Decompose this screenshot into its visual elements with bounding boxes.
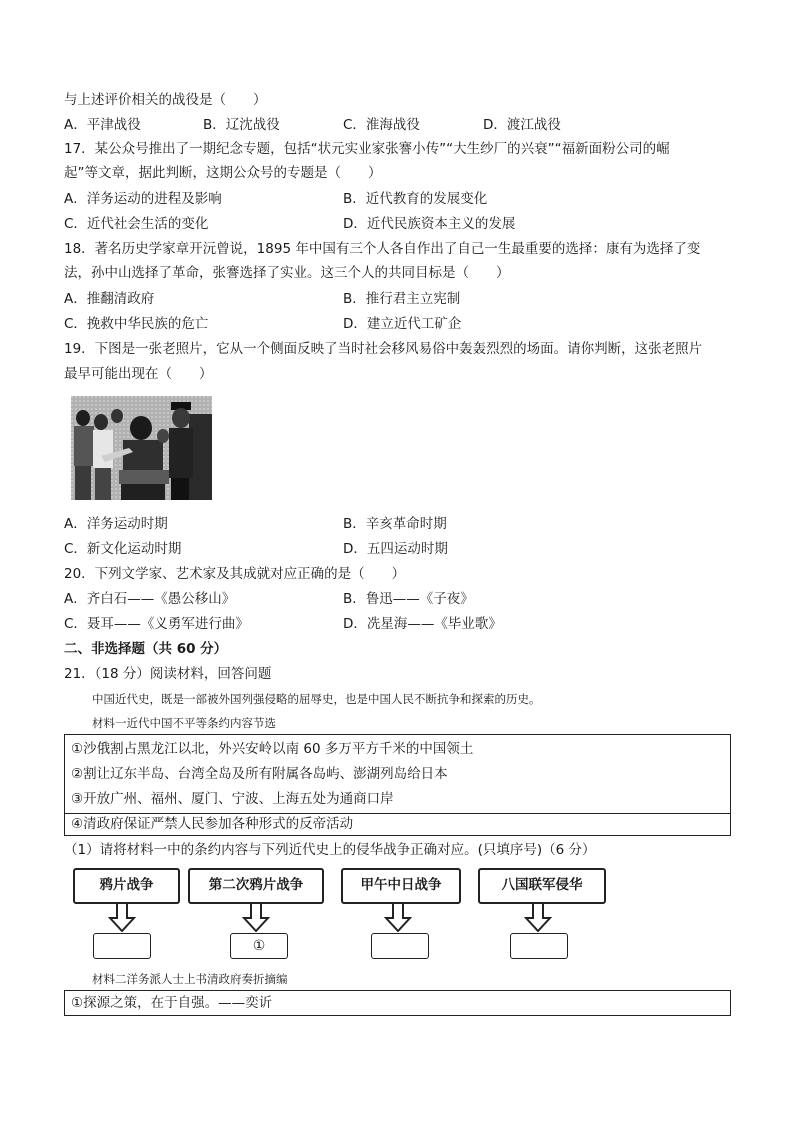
q19-option-c: C．新文化运动时期	[64, 541, 182, 557]
q17-stem-line1: 17．某公众号推出了一期纪念专题，包括“状元实业家张謇小传”“大生纱厂的兴衰”“福新面粉公司的崛	[64, 141, 670, 157]
q19-stem-line2: 最早可能出现在（ ）	[64, 366, 213, 382]
q16-option-a: A．平津战役	[64, 117, 141, 133]
q17-option-b: B．近代教育的发展变化	[343, 191, 488, 207]
q21-intro: 中国近代史，既是一部被外国列强侵略的屈辱史，也是中国人民不断抗争和探索的历史。	[92, 692, 541, 706]
answer-box-opium-war[interactable]	[93, 933, 151, 959]
material2-box	[64, 990, 731, 1016]
war-box-eight-nation-alliance: 八国联军侵华	[478, 868, 606, 904]
q16-option-d: D．渡江战役	[483, 117, 561, 133]
q19-stem-line1: 19．下图是一张老照片，它从一个侧面反映了当时社会移风易俗中轰轰烈烈的场面。请你判断，这张老照片	[64, 341, 703, 357]
material1-title: 材料一近代中国不平等条约内容节选	[92, 716, 276, 730]
material1-item: ①沙俄割占黑龙江以北，外兴安岭以南 60 多万平方千米的中国领土	[71, 741, 474, 757]
q19-option-a: A．洋务运动时期	[64, 516, 168, 532]
answer-box-eight-nation-alliance[interactable]	[510, 933, 568, 959]
q20-option-b: B．鲁迅——《子夜》	[343, 591, 474, 607]
q19-option-d: D．五四运动时期	[343, 541, 448, 557]
answer-box-sino-japanese-war[interactable]	[371, 933, 429, 959]
q18-option-d: D．建立近代工矿企	[343, 316, 462, 332]
down-arrow-icon	[384, 902, 412, 932]
down-arrow-icon	[524, 902, 552, 932]
material2-item: ①探源之策，在于自强。——奕䜣	[71, 995, 273, 1011]
war-box-second-opium-war: 第二次鸦片战争	[188, 868, 324, 904]
q18-stem-line1: 18．著名历史学家章开沅曾说，1895 年中国有三个人各自作出了自己一生最重要的选择：康有为选择了变	[64, 241, 701, 257]
war-box-opium-war: 鸦片战争	[73, 868, 180, 904]
material1-item: ③开放广州、福州、厦门、宁波、上海五处为通商口岸	[71, 791, 394, 807]
q20-option-c: C．聂耳——《义勇军进行曲》	[64, 616, 249, 632]
q18-option-b: B．推行君主立宪制	[343, 291, 461, 307]
q17-option-c: C．近代社会生活的变化	[64, 216, 209, 232]
divider	[65, 813, 730, 814]
q17-option-a: A．洋务运动的进程及影响	[64, 191, 222, 207]
q20-stem: 20．下列文学家、艺术家及其成就对应正确的是（ ）	[64, 566, 406, 582]
q17-option-d: D．近代民族资本主义的发展	[343, 216, 516, 232]
material1-item: ②割让辽东半岛、台湾全岛及所有附属各岛屿、澎湖列岛给日本	[71, 766, 448, 782]
material1-item: ④清政府保证严禁人民参加各种形式的反帝活动	[71, 816, 354, 832]
answer-box-second-opium-war[interactable]: ①	[230, 933, 288, 959]
q18-option-a: A．推翻清政府	[64, 291, 155, 307]
q16-option-b: B．辽沈战役	[203, 117, 280, 133]
war-box-sino-japanese-war: 甲午中日战争	[341, 868, 461, 904]
q17-stem-line2: 起”等文章，据此判断，这期公众号的专题是（ ）	[64, 165, 382, 181]
old-photograph-image	[71, 396, 212, 500]
q18-stem-line2: 法，孙中山选择了革命，张謇选择了实业。这三个人的共同目标是（ ）	[64, 265, 510, 281]
q16-stem: 与上述评价相关的战役是（ ）	[64, 92, 267, 108]
material2-title: 材料二洋务派人士上书清政府奏折摘编	[92, 972, 288, 986]
q20-option-a: A．齐白石——《愚公移山》	[64, 591, 236, 607]
q21-stem: 21．（18 分）阅读材料，回答问题	[64, 666, 272, 682]
q20-option-d: D．冼星海——《毕业歌》	[343, 616, 502, 632]
q21-sub1: （1）请将材料一中的条约内容与下列近代史上的侵华战争正确对应。(只填序号)（6 分）	[64, 842, 596, 858]
down-arrow-icon	[108, 902, 136, 932]
material1-box	[64, 734, 731, 836]
section-title: 二、非选择题（共 60 分）	[64, 641, 228, 657]
q16-option-c: C．淮海战役	[343, 117, 420, 133]
q18-option-c: C．挽救中华民族的危亡	[64, 316, 209, 332]
q19-option-b: B．辛亥革命时期	[343, 516, 447, 532]
down-arrow-icon	[242, 902, 270, 932]
